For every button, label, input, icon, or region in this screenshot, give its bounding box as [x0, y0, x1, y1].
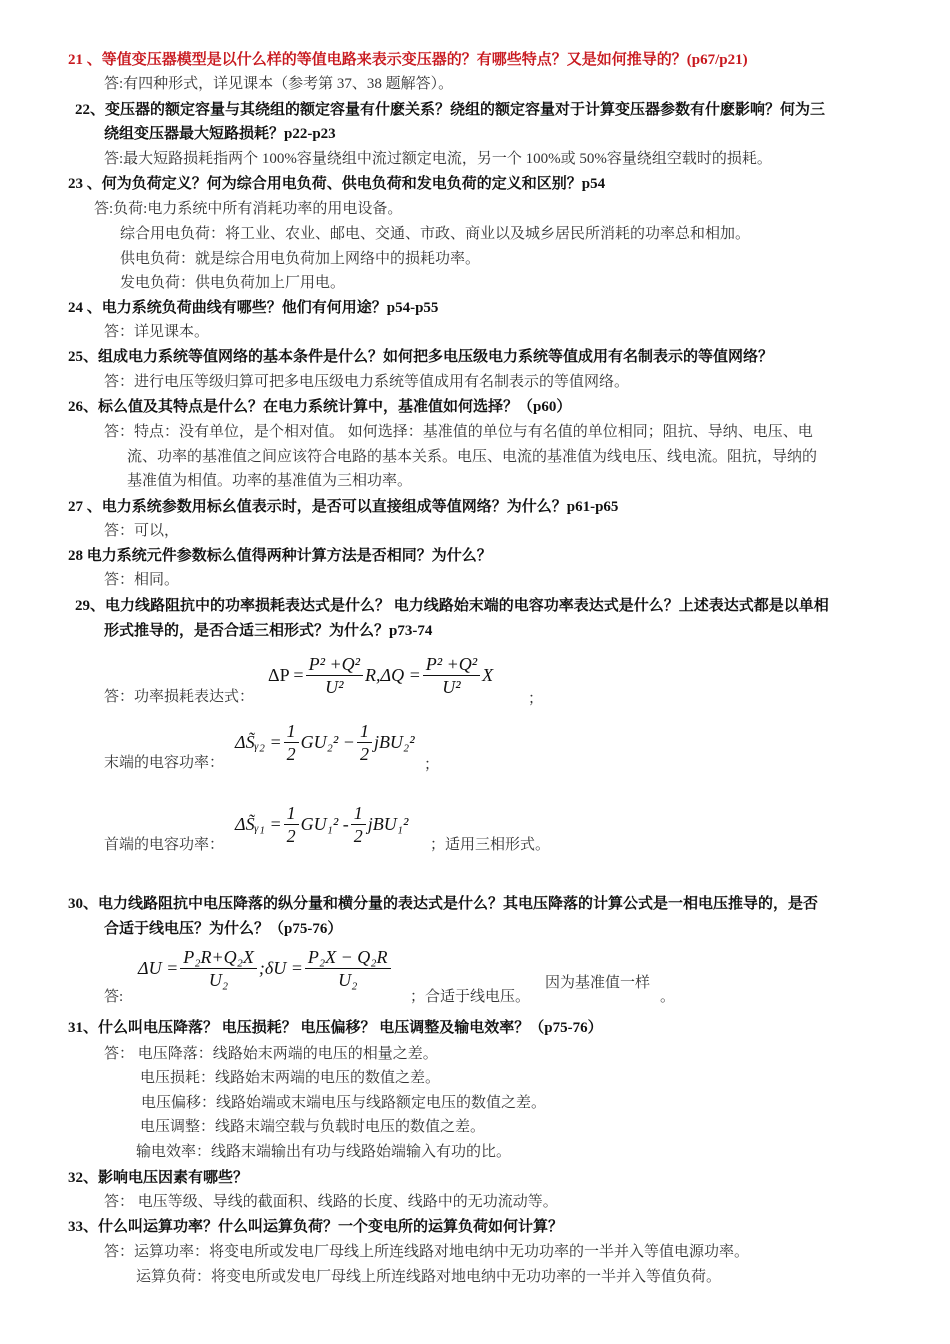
question-33: 33、什么叫运算功率？什么叫运算负荷？一个变电所的运算负荷如何计算？: [68, 1219, 564, 1235]
answer-31-line: 电压损耗：线路始末两端的电压的数值之差。: [140, 1070, 441, 1086]
question-24: 24 、电力系统负荷曲线有哪些？他们有何用途？p54-p55: [68, 300, 439, 316]
question-31: 31、什么叫电压降落？ 电压损耗？ 电压偏移？ 电压调整及输电效率？（p75-76）: [68, 1020, 603, 1036]
formula-term: ΔU =: [138, 958, 179, 978]
semicolon: ；: [424, 757, 440, 773]
formula-numerator: 1: [284, 802, 299, 825]
answer-23-line: 供电负荷：就是综合用电负荷加上网络中的损耗功率。: [120, 251, 481, 267]
formula-numerator: P² +Q²: [423, 653, 480, 676]
answer-26-line: 基准值为相值。功率的基准值为三相功率。: [127, 473, 413, 489]
formula-numerator: 1: [351, 802, 366, 825]
answer-23: 答:负荷:电力系统中所有消耗功率的用电设备。: [94, 201, 403, 217]
question-30-cont: 合适于线电压？为什么？（p75-76）: [104, 921, 343, 937]
formula-term: ΔS̃ᵧ₂ =: [235, 732, 282, 752]
question-21: 21 、等值变压器模型是以什么样的等值电路来表示变压器的？有哪些特点？又是如何推导的？(p67/p21): [68, 52, 748, 68]
answer-31: 答： 电压降落：线路始末两端的电压的相量之差。: [104, 1046, 438, 1062]
answer-30-tail: ；合适于线电压。: [410, 989, 531, 1005]
question-28: 28 电力系统元件参数标么值得两种计算方法是否相同？为什么？: [68, 548, 492, 564]
formula-term: ΔS̃ᵧ₁ =: [235, 814, 282, 834]
formula-term: ;δU =: [258, 958, 303, 978]
formula-numerator: 1: [284, 720, 299, 743]
formula-term: X: [482, 665, 494, 685]
answer-26-line: 流、功率的基准值之间应该符合电路的基本关系。电压、电流的基准值为线电压、线电流。阻抗，导纳的: [127, 449, 818, 465]
formula-numerator: P² +Q²: [306, 653, 363, 676]
end-capacitive-formula: [235, 720, 415, 765]
formula-denominator: U₂: [338, 970, 358, 990]
answer-30-note: 因为基准值一样: [545, 975, 651, 991]
answer-26: 答：特点：没有单位，是个相对值。 如何选择：基准值的单位与有名值的单位相同；阻抗、导纳、电压、电: [104, 424, 813, 440]
formula-term: GU₁² -: [300, 814, 349, 834]
formula-denominator: U²: [325, 677, 344, 697]
question-29: 29、电力线路阻抗中的功率损耗表达式是什么？ 电力线路始末端的电容功率表达式是什么？上述表达式都是以单相: [75, 598, 829, 614]
formula-term: GU₂² −: [300, 732, 355, 752]
formula-term: ΔP =: [268, 665, 304, 685]
answer-21: 答:有四种形式，详见课本（参考第 37、38 题解答）。: [104, 76, 454, 92]
answer-25: 答：进行电压等级归算可把多电压级电力系统等值成用有名制表示的等值网络。: [104, 374, 630, 390]
answer-31-line: 电压调整：线路末端空载与负载时电压的数值之差。: [140, 1119, 486, 1135]
question-30: 30、电力线路阻抗中电压降落的纵分量和横分量的表达式是什么？其电压降落的计算公式是一相电压推导的，是否: [68, 896, 819, 912]
question-32: 32、影响电压因素有哪些？: [68, 1170, 249, 1186]
end-capacitive-label: 末端的电容功率：: [104, 755, 225, 771]
answer-31-line: 电压偏移：线路始端或末端电压与线路额定电压的数值之差。: [141, 1095, 547, 1111]
start-capacitive-label: 首端的电容功率：: [104, 837, 225, 853]
formula-denominator: 2: [359, 744, 369, 764]
formula-numerator: P₂R+Q₂X: [180, 946, 257, 969]
formula-denominator: U²: [442, 677, 461, 697]
voltage-drop-formula: [138, 946, 393, 991]
answer-32: 答： 电压等级、导线的截面积、线路的长度、线路中的无功流动等。: [104, 1194, 558, 1210]
answer-27: 答：可以，: [104, 523, 180, 539]
start-capacitive-formula: [235, 802, 408, 847]
answer-33: 答：运算功率：将变电所或发电厂母线上所连线路对地电纳中无功功率的一半并入等值电源功率。: [104, 1244, 750, 1260]
answer-29-tail: ；适用三相形式。: [430, 837, 551, 853]
answer-23-line: 综合用电负荷：将工业、农业、邮电、交通、市政、商业以及城乡居民所消耗的功率总和相加。: [120, 226, 751, 242]
question-26: 26、标么值及其特点是什么？在电力系统计算中，基准值如何选择？（p60）: [68, 399, 572, 415]
answer-30-label: 答:: [104, 989, 124, 1005]
answer-22: 答:最大短路损耗指两个 100%容量绕组中流过额定电流，另一个 100%或 50%容量绕组空载时的损耗。: [104, 151, 772, 167]
answer-33-line: 运算负荷：将变电所或发电厂母线上所连线路对地电纳中无功功率的一半并入等值负荷。: [136, 1269, 722, 1285]
question-25: 25、组成电力系统等值网络的基本条件是什么？如何把多电压级电力系统等值成用有名制表示的等值网络？: [68, 349, 774, 365]
answer-30-period: 。: [660, 989, 676, 1005]
answer-23-line: 发电负荷：供电负荷加上厂用电。: [120, 275, 346, 291]
question-27: 27 、电力系统参数用标幺值表示时，是否可以直接组成等值网络？为什么？p61-p65: [68, 499, 619, 515]
formula-denominator: 2: [353, 826, 363, 846]
formula-denominator: 2: [286, 826, 296, 846]
answer-24: 答：详见课本。: [104, 324, 210, 340]
formula-term: jBU₁²: [367, 814, 409, 834]
answer-31-line: 输电效率：线路末端输出有功与线路始端输入有功的比。: [136, 1144, 512, 1160]
question-29-cont: 形式推导的，是否合适三相形式？为什么？p73-74: [104, 623, 433, 639]
question-22-cont: 绕组变压器最大短路损耗？p22-p23: [104, 126, 336, 142]
formula-term: jBU₂²: [373, 732, 415, 752]
formula-numerator: 1: [357, 720, 372, 743]
formula-numerator: P₂X − Q₂R: [305, 946, 391, 969]
power-loss-formula: [268, 653, 493, 698]
question-23: 23 、何为负荷定义？何为综合用电负荷、供电负荷和发电负荷的定义和区别？p54: [68, 176, 606, 192]
question-22: 22、变压器的额定容量与其绕组的额定容量有什麽关系？绕组的额定容量对于计算变压器参数有什麽影响？何为三: [75, 102, 826, 118]
power-loss-label: 答：功率损耗表达式：: [104, 689, 255, 705]
formula-denominator: 2: [286, 744, 296, 764]
answer-28: 答：相同。: [104, 572, 180, 588]
formula-denominator: U₂: [208, 970, 229, 990]
formula-term: R,ΔQ =: [365, 665, 421, 685]
semicolon: ；: [528, 691, 544, 707]
